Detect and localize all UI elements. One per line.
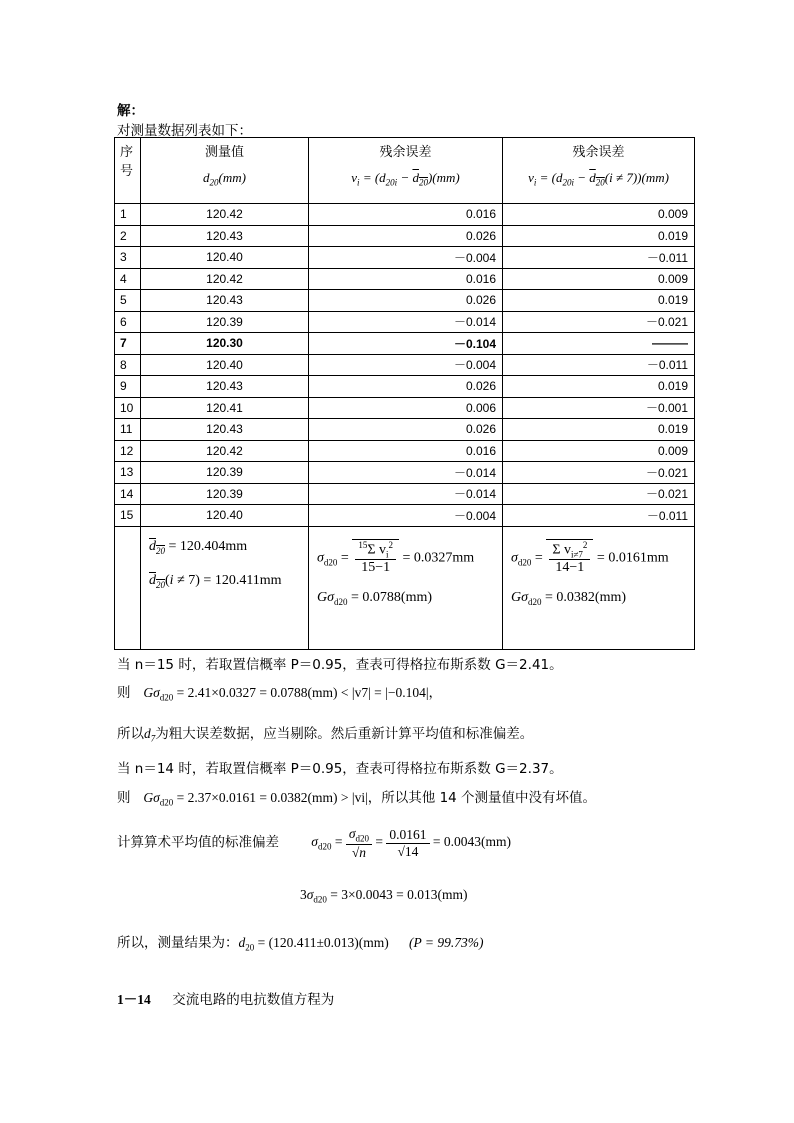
paragraph-3: 所以$d_7$为粗大误差数据，应当剔除。然后重新计算平均值和标准偏差。: [117, 726, 534, 744]
row-residual-1: 0.006: [309, 397, 503, 419]
row-residual-1: 0.016: [309, 268, 503, 290]
summary-g-sigma1: $G\sigma_{d20} = 0.0788(mm)$: [317, 589, 433, 607]
row-seq: 3: [115, 247, 141, 269]
row-seq: 10: [115, 397, 141, 419]
header-seq: 序号: [115, 138, 141, 204]
row-residual-1: －0.014: [309, 483, 503, 505]
section-heading: 1－14 交流电路的电抗数值方程为: [117, 992, 335, 1008]
header-residual-1-label: 残余误差: [379, 145, 432, 160]
summary-sigma1-cell: [309, 526, 503, 649]
row-residual-1: 0.026: [309, 376, 503, 398]
summary-sigma2-cell: [503, 526, 695, 649]
table-row: [115, 204, 695, 226]
header-residual-1: [309, 138, 503, 204]
table-row: [115, 268, 695, 290]
row-residual-1: 0.016: [309, 440, 503, 462]
table-row: [115, 333, 695, 355]
table-row: [115, 311, 695, 333]
header-residual-2: [503, 138, 695, 204]
summary-mean-cell: [141, 526, 309, 649]
row-residual-1: 0.016: [309, 204, 503, 226]
table-row: [115, 290, 695, 312]
table-row: [115, 440, 695, 462]
header-residual-1-formula: $v_i = (d_{20i} - d_{20})(mm)$: [351, 170, 460, 188]
row-residual-2: －0.011: [503, 505, 695, 527]
row-value: 120.43: [141, 225, 309, 247]
row-residual-1: －0.004: [309, 505, 503, 527]
row-residual-2: ———: [503, 333, 695, 355]
row-value: 120.40: [141, 505, 309, 527]
row-residual-1: －0.014: [309, 462, 503, 484]
paragraph-7: $3\sigma_{d20} = 3\times 0.0043 = 0.013(mm)$: [300, 887, 468, 905]
row-residual-2: －0.011: [503, 354, 695, 376]
row-residual-2: －0.001: [503, 397, 695, 419]
row-residual-2: 0.019: [503, 290, 695, 312]
row-seq: 6: [115, 311, 141, 333]
paragraph-8: 所以，测量结果为：$d_{20} = (120.411\pm 0.013)(mm)$ (P = 99.73%): [117, 935, 484, 953]
paragraph-4: 当 n＝14 时，若取置信概率 P＝0.95，查表可得格拉布斯系数 G＝2.37。: [117, 761, 563, 777]
header-residual-2-label: 残余误差: [572, 145, 625, 160]
row-residual-1: 0.026: [309, 290, 503, 312]
row-seq: 1: [115, 204, 141, 226]
row-residual-1: 0.026: [309, 225, 503, 247]
row-residual-2: 0.009: [503, 440, 695, 462]
row-value: 120.39: [141, 483, 309, 505]
row-seq: 13: [115, 462, 141, 484]
row-value: 120.42: [141, 204, 309, 226]
table-row: [115, 483, 695, 505]
table-row: [115, 376, 695, 398]
row-seq: 11: [115, 419, 141, 441]
row-value: 120.42: [141, 268, 309, 290]
paragraph-1: 当 n＝15 时，若取置信概率 P＝0.95，查表可得格拉布斯系数 G＝2.41。: [117, 657, 563, 673]
row-value: 120.40: [141, 354, 309, 376]
header-measured: [141, 138, 309, 204]
row-residual-2: 0.019: [503, 225, 695, 247]
row-seq: 14: [115, 483, 141, 505]
table-row: [115, 225, 695, 247]
row-seq: 12: [115, 440, 141, 462]
table-row: [115, 354, 695, 376]
table-row: [115, 247, 695, 269]
row-value: 120.42: [141, 440, 309, 462]
row-residual-2: 0.009: [503, 204, 695, 226]
summary-sigma1: $\sigma_{d20}$ = $\frac{^{15}\Sigma v_i^2}{15-1}$ = 0.0327mm: [317, 539, 475, 575]
summary-mean: $d_{20} = 120.404mm$: [149, 538, 248, 556]
summary-mean-excl: $d_{20}(i \ne 7) = 120.411mm$: [149, 573, 282, 591]
row-residual-1: －0.014: [309, 311, 503, 333]
row-residual-2: 0.009: [503, 268, 695, 290]
row-residual-2: －0.011: [503, 247, 695, 269]
row-residual-1: －0.104: [309, 333, 503, 355]
row-value: 120.43: [141, 376, 309, 398]
table-row: [115, 397, 695, 419]
row-residual-2: 0.019: [503, 376, 695, 398]
measurement-table: [114, 137, 695, 650]
row-seq: 4: [115, 268, 141, 290]
row-value: 120.43: [141, 290, 309, 312]
row-value: 120.43: [141, 419, 309, 441]
row-residual-1: －0.004: [309, 247, 503, 269]
table-header-row: [115, 138, 695, 204]
row-seq: 7: [115, 333, 141, 355]
row-value: 120.39: [141, 311, 309, 333]
row-residual-2: 0.019: [503, 419, 695, 441]
summary-seq-cell: [115, 526, 141, 649]
row-residual-1: －0.004: [309, 354, 503, 376]
summary-g-sigma2: $G\sigma_{d20} = 0.0382(mm)$: [511, 589, 627, 607]
header-measured-label: 测量值: [204, 145, 244, 160]
row-value: 120.39: [141, 462, 309, 484]
table-row: [115, 419, 695, 441]
row-residual-2: －0.021: [503, 311, 695, 333]
row-residual-1: 0.026: [309, 419, 503, 441]
table-row: [115, 462, 695, 484]
row-value: 120.40: [141, 247, 309, 269]
row-residual-2: －0.021: [503, 462, 695, 484]
table-row: [115, 505, 695, 527]
row-value: 120.30: [141, 333, 309, 355]
intro-text: 对测量数据列表如下：: [117, 123, 252, 139]
row-seq: 5: [115, 290, 141, 312]
row-seq: 8: [115, 354, 141, 376]
header-measured-formula: $d_{20}(mm)$: [203, 170, 246, 188]
summary-sigma2: $\sigma_{d20}$ = $\frac{\Sigma v_{i\ne 7}^2}{14-1}$ = 0.0161mm: [511, 539, 669, 575]
row-seq: 15: [115, 505, 141, 527]
row-seq: 9: [115, 376, 141, 398]
header-residual-2-formula: $v_i = (d_{20i} - d_{20}(i \ne 7))(mm)$: [528, 170, 669, 188]
paragraph-2: 则 $G\sigma_{d20} = 2.41\times 0.0327 = 0.0788(mm) < |v7| = |-0.104|$，: [117, 685, 443, 703]
paragraph-6: 计算算术平均值的标准偏差 $\sigma_{d20}$ = $\frac{\sigma_{d20}}{√n}$ = $\frac{0.0161}{√14}$ = 0.0043(mm): [117, 826, 511, 860]
row-value: 120.41: [141, 397, 309, 419]
heading: 解：: [117, 103, 144, 119]
paragraph-5: 则 $G\sigma_{d20} = 2.37\times 0.0161 = 0.0382(mm) > |vi|$，所以其他 14 个测量值中没有坏值。: [117, 790, 597, 808]
summary-row: [115, 526, 695, 649]
row-seq: 2: [115, 225, 141, 247]
row-residual-2: －0.021: [503, 483, 695, 505]
